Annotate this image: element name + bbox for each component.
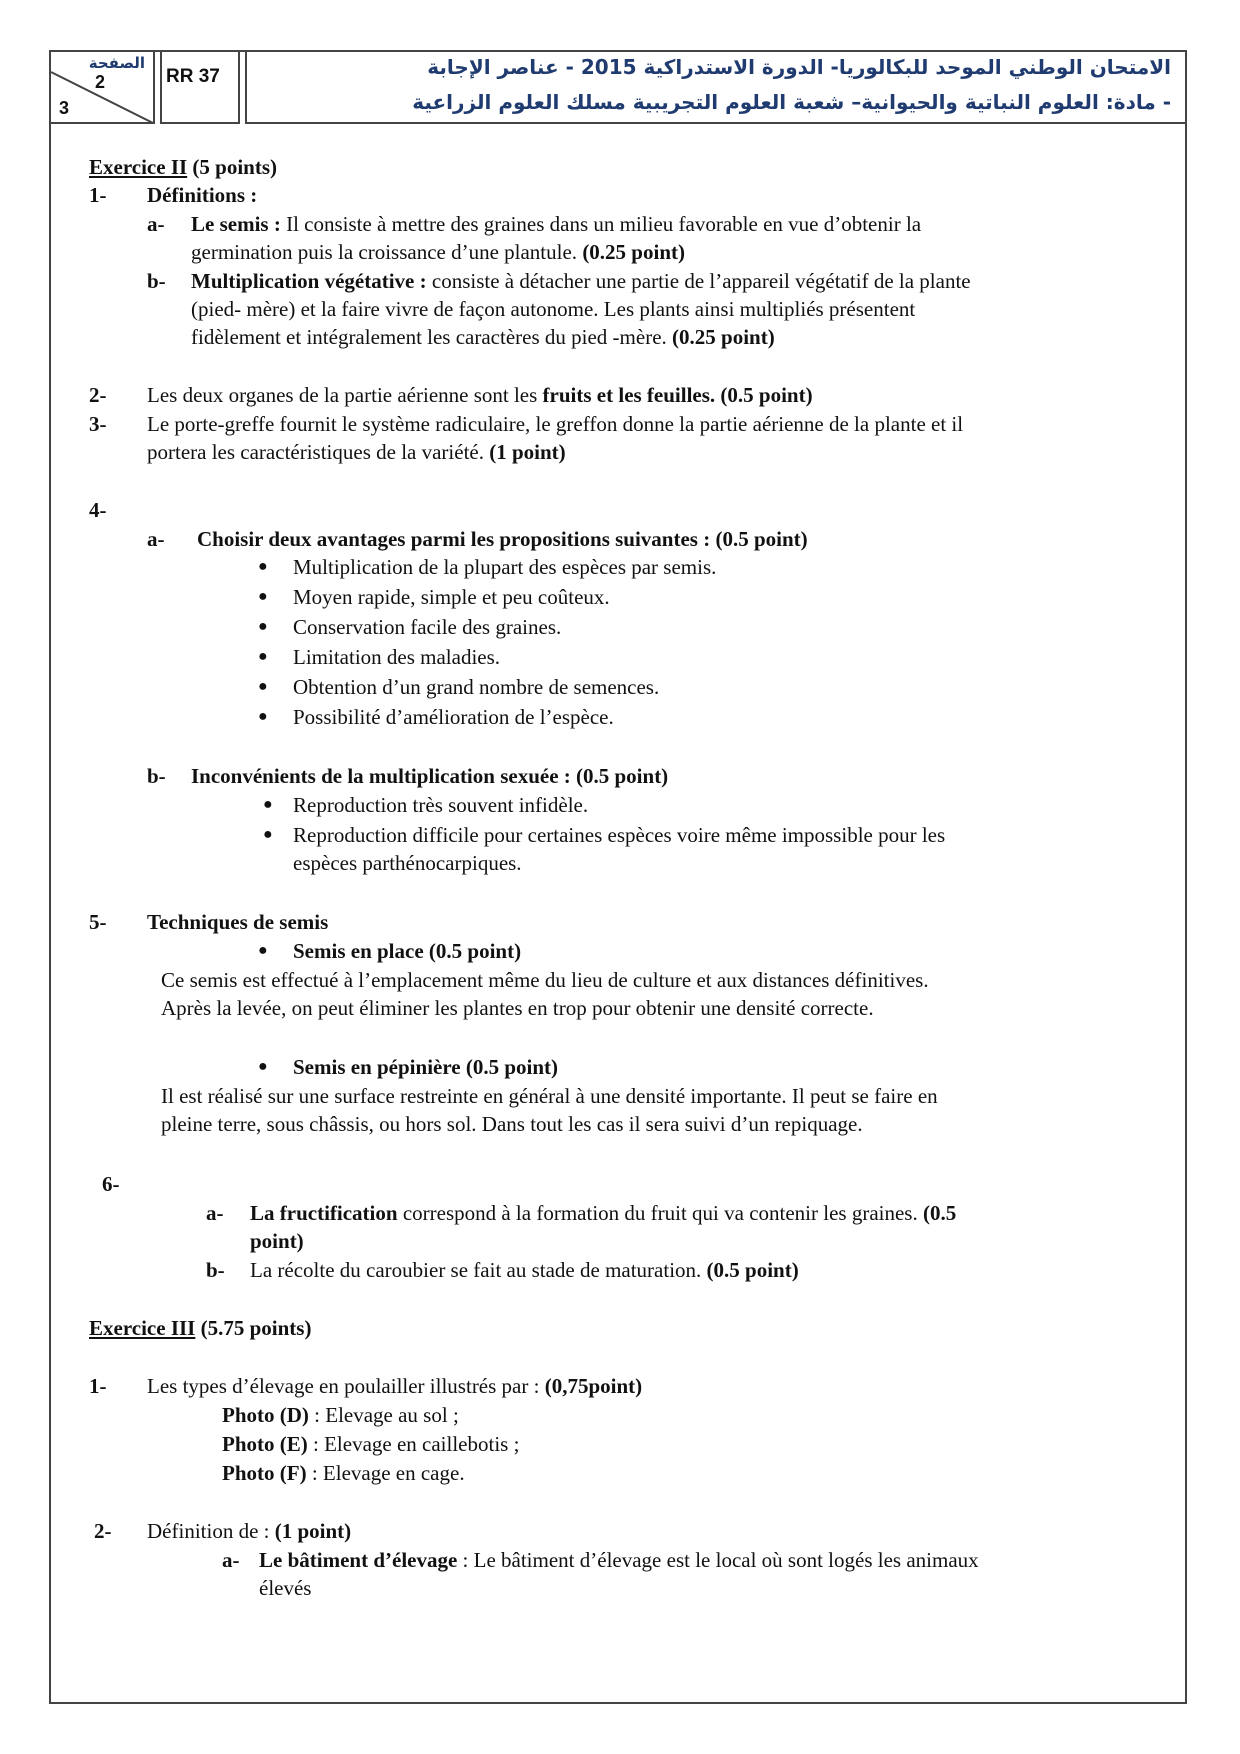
ex3-q1-photo-f: Photo (F) : Elevage en cage. xyxy=(222,1461,465,1485)
header-line1: الامتحان الوطني الموحد للبكالوريا- الدورة الاستدراكية 2015 - عناصر الإجابة xyxy=(427,55,1171,79)
ex2-q6a-line2: point) xyxy=(250,1229,304,1253)
ex2-q1b-letter: b- xyxy=(147,269,166,293)
ex3-q1-photo-d: Photo (D) : Elevage au sol ; xyxy=(222,1403,459,1427)
bullet-icon: ● xyxy=(258,558,268,575)
ex2-q4a-item: Conservation facile des graines. xyxy=(293,615,562,639)
bullet-icon: ● xyxy=(258,648,268,665)
ex2-q3-line1: Le porte-greffe fournit le système radiculaire, le greffon donne la partie aérienne de la plante et il xyxy=(147,412,964,436)
ex2-q1a-line1: Le semis : Il consiste à mettre des graines dans un milieu favorable en vue d’obtenir la xyxy=(191,212,922,236)
ex3-q1-photo-e: Photo (E) : Elevage en caillebotis ; xyxy=(222,1432,520,1456)
page-number-box xyxy=(51,52,155,124)
ex2-q1b-line2: (pied- mère) et la faire vivre de façon autonome. Les plants ainsi multipliés présentent xyxy=(191,297,916,321)
ex2-q4a-item: Moyen rapide, simple et peu coûteux. xyxy=(293,585,610,609)
ex2-q5-s1-line1: Ce semis est effectué à l’emplacement même du lieu de culture et aux distances définitives. xyxy=(161,968,929,992)
ex2-q5-s2-line2: pleine terre, sous châssis, ou hors sol. Dans tout les cas il sera suivi d’un repiquage. xyxy=(161,1112,863,1136)
ex2-q5-s1-title: Semis en place (0.5 point) xyxy=(293,939,522,963)
ex3-q2a-line1: Le bâtiment d’élevage : Le bâtiment d’élevage est le local où sont logés les animaux xyxy=(259,1548,979,1572)
ex2-q5-number: 5- xyxy=(89,910,107,934)
ex2-q6b-text: La récolte du caroubier se fait au stade de maturation. (0.5 point) xyxy=(250,1258,799,1282)
ex2-q4a-item: Obtention d’un grand nombre de semences. xyxy=(293,675,660,699)
exam-code-box xyxy=(160,52,240,124)
ex2-q5-s2-line1: Il est réalisé sur une surface restreinte en général à une densité importante. Il peut se faire en xyxy=(161,1084,938,1108)
ex2-q4b-letter: b- xyxy=(147,764,166,788)
page-total: 3 xyxy=(59,98,70,118)
ex2-q4a-letter: a- xyxy=(147,527,165,551)
bullet-icon: ● xyxy=(258,708,268,725)
ex3-heading: Exercice III (5.75 points) xyxy=(89,1316,312,1340)
ex2-q6a-letter: a- xyxy=(206,1201,224,1225)
ex2-q1-title: Définitions : xyxy=(147,183,258,207)
ex2-q4b-item1: Reproduction très souvent infidèle. xyxy=(293,793,589,817)
ex2-q1a-letter: a- xyxy=(147,212,165,236)
ex2-q2-text: Les deux organes de la partie aérienne sont les fruits et les feuilles. (0.5 point) xyxy=(147,383,813,407)
ex2-heading: Exercice II (5 points) xyxy=(89,155,278,179)
bullet-icon: ● xyxy=(258,618,268,635)
ex3-q2a-letter: a- xyxy=(222,1548,240,1572)
ex3-q2-text: Définition de : (1 point) xyxy=(147,1519,352,1543)
ex2-q2-number: 2- xyxy=(89,383,107,407)
bullet-icon: ● xyxy=(258,1058,268,1075)
ex2-q5-s1-line2: Après la levée, on peut éliminer les plantes en trop pour obtenir une densité correcte. xyxy=(161,996,874,1020)
ex3-q2a-line2: élevés xyxy=(259,1576,312,1600)
ex2-q3-line2: portera les caractéristiques de la variété. (1 point) xyxy=(147,440,566,464)
ex2-q1b-line3: fidèlement et intégralement les caractères du pied -mère. (0.25 point) xyxy=(191,325,775,349)
ex2-q4b-item2-line1: Reproduction difficile pour certaines espèces voire même impossible pour les xyxy=(293,823,946,847)
ex2-q4a-item: Multiplication de la plupart des espèces par semis. xyxy=(293,555,717,579)
bullet-icon: ● xyxy=(258,588,268,605)
header-title-box xyxy=(245,52,1185,124)
ex3-q1-number: 1- xyxy=(89,1374,107,1398)
page-label: الصفحة xyxy=(88,54,145,72)
header-line2: - مادة: العلوم النباتية والحيوانية– شعبة العلوم التجريبية مسلك العلوم الزراعية xyxy=(412,90,1171,114)
ex2-q5-title: Techniques de semis xyxy=(147,910,329,934)
ex3-q2-number: 2- xyxy=(94,1519,112,1543)
ex2-q4b-item2-line2: espèces parthénocarpiques. xyxy=(293,851,522,875)
ex2-q6a-line1: La fructification correspond à la formation du fruit qui va contenir les graines. (0.5 xyxy=(250,1201,957,1225)
ex2-q4-number: 4- xyxy=(89,498,107,522)
ex2-q4a-item: Possibilité d’amélioration de l’espèce. xyxy=(293,705,614,729)
bullet-icon: ● xyxy=(258,678,268,695)
ex2-q4a-title: Choisir deux avantages parmi les propositions suivantes : (0.5 point) xyxy=(197,527,808,551)
ex2-q1a-line2: germination puis la croissance d’une plantule. (0.25 point) xyxy=(191,240,685,264)
ex2-q4b-title: Inconvénients de la multiplication sexuée : (0.5 point) xyxy=(191,764,669,788)
ex3-q1-text: Les types d’élevage en poulailler illustrés par : (0,75point) xyxy=(147,1374,643,1398)
page-current: 2 xyxy=(95,72,106,92)
ex2-q3-number: 3- xyxy=(89,412,107,436)
bullet-icon: ● xyxy=(263,826,273,843)
exam-code: RR 37 xyxy=(166,66,220,87)
ex2-q1b-line1: Multiplication végétative : consiste à détacher une partie de l’appareil végétatif de la plante xyxy=(191,269,971,293)
ex2-q5-s2-title: Semis en pépinière (0.5 point) xyxy=(293,1055,559,1079)
ex2-q4a-item: Limitation des maladies. xyxy=(293,645,501,669)
ex2-q6-number: 6- xyxy=(102,1172,120,1196)
bullet-icon: ● xyxy=(258,942,268,959)
ex2-q1-number: 1- xyxy=(89,183,107,207)
bullet-icon: ● xyxy=(263,796,273,813)
ex2-q6b-letter: b- xyxy=(206,1258,225,1282)
